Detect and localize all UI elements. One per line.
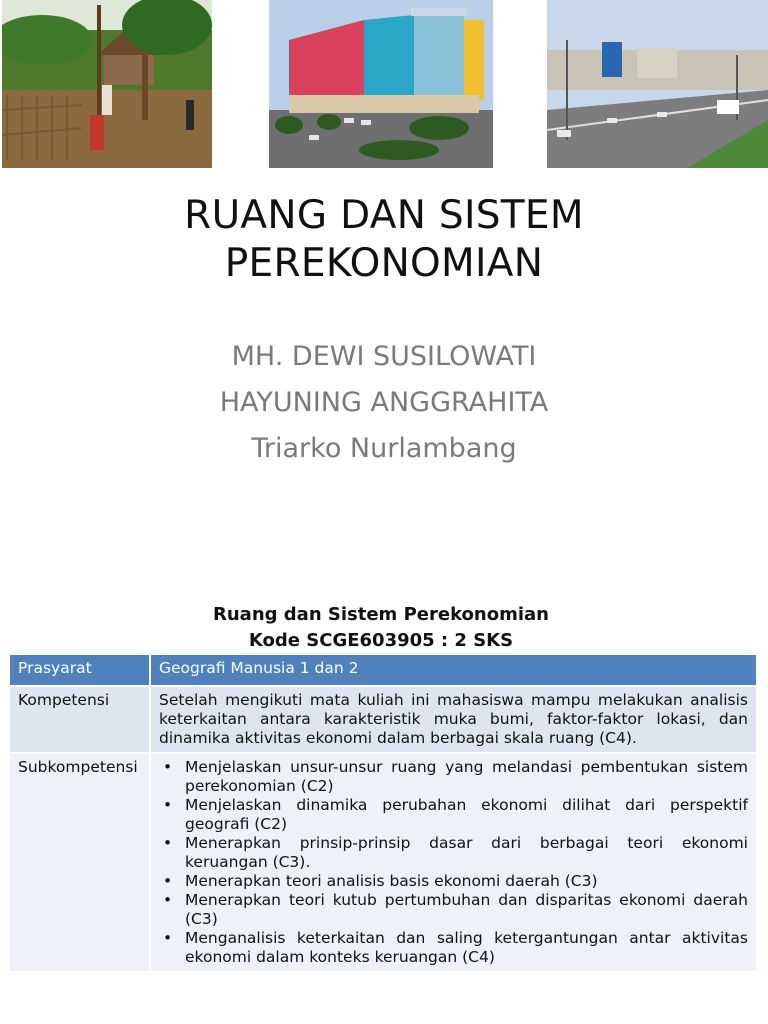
presentation-title xyxy=(0,192,768,288)
shopping-mall-photo xyxy=(269,0,493,168)
title-line: PEREKONOMIAN xyxy=(224,241,544,286)
prasyarat-value: Geografi Manusia 1 dan 2 xyxy=(150,655,756,686)
table-row xyxy=(10,686,756,753)
author-name: HAYUNING ANGGRAHITA xyxy=(219,387,549,418)
subkompetensi-list-cell xyxy=(150,753,756,971)
course-heading xyxy=(0,602,762,648)
list-item: • Menjelaskan unsur-unsur ruang yang melandasi pembentukan sistem perekonomian (C2) xyxy=(175,758,748,796)
list-item: • Menerapkan teori kutub pertumbuhan dan disparitas ekonomi daerah (C3) xyxy=(175,891,748,929)
list-item: • Menganalisis keterkaitan dan saling ketergantungan antar aktivitas ekonomi dalam konteks keruangan (C4) xyxy=(175,929,748,967)
list-item: • Menerapkan teori analisis basis ekonomi daerah (C3) xyxy=(175,872,748,891)
author-name: MH. DEWI SUSILOWATI xyxy=(231,341,537,372)
subkompetensi-label: Subkompetensi xyxy=(10,753,150,971)
rural-village-photo xyxy=(2,0,212,168)
kompetensi-label: Kompetensi xyxy=(10,686,150,753)
kompetensi-value: Setelah mengikuti mata kuliah ini mahasiswa mampu melakukan analisis keterkaitan antara karakteristik muka bumi, faktor-faktor lokasi, dan dinamika aktivitas ekonomi dalam berbagai skala ruang (C4). xyxy=(150,686,756,753)
author-name: Triarko Nurlambang xyxy=(251,433,517,464)
list-item: • Menerapkan prinsip-prinsip dasar dari berbagai teori ekonomi keruangan (C3). xyxy=(175,834,748,872)
table-row xyxy=(10,753,756,971)
prasyarat-label: Prasyarat xyxy=(10,655,150,686)
course-code: Kode SCGE603905 : 2 SKS xyxy=(248,630,514,648)
highway-city-photo xyxy=(547,0,768,168)
list-item: • Menjelaskan dinamika perubahan ekonomi dilihat dari perspektif geografi (C2) xyxy=(175,796,748,834)
table-row xyxy=(10,655,756,686)
course-name: Ruang dan Sistem Perekonomian xyxy=(213,604,549,625)
title-line: RUANG DAN SISTEM xyxy=(184,193,584,238)
subkompetensi-list xyxy=(159,758,748,967)
author-list xyxy=(0,334,768,472)
course-info-table xyxy=(10,655,756,971)
